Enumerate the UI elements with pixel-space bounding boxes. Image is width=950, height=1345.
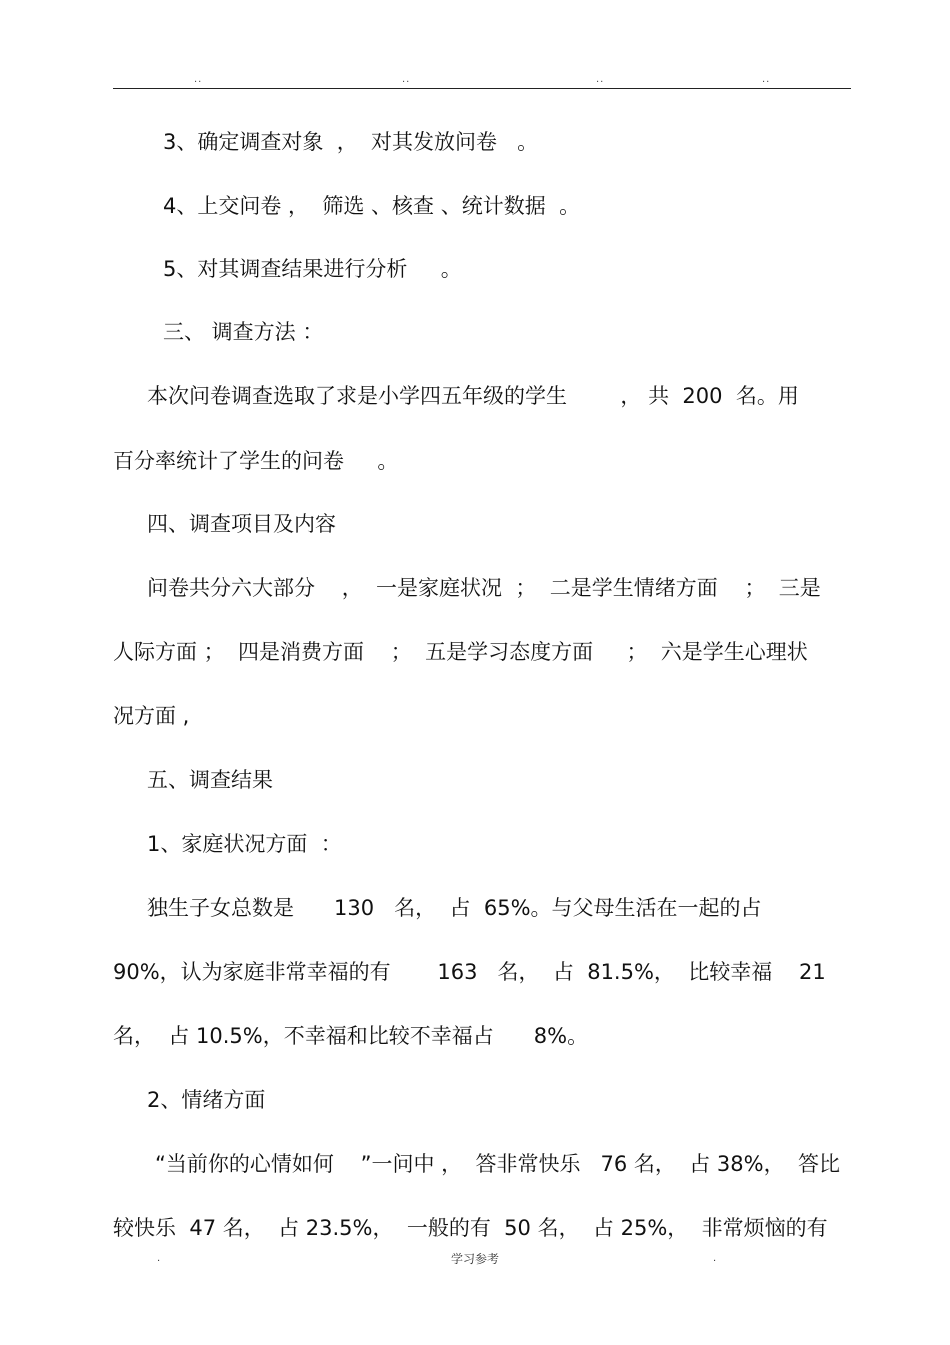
step-5: 5、对其调查结果进行分析 。 (163, 257, 462, 281)
section-heading-4: 四、调查项目及内容 (147, 512, 336, 536)
page-footer: 学习参考 (450, 1252, 499, 1266)
header-mark: .. (194, 74, 203, 85)
paragraph-line: 况方面 , (113, 704, 190, 728)
paragraph-line: 人际方面 ； 四是消费方面 ； 五是学习态度方面 ； 六是学生心理状 (113, 640, 808, 664)
paragraph-line: 独生子女总数是 130 名， 占 65%。与父母生活在一起的占 (147, 896, 762, 920)
footer-mark-left: . (157, 1253, 161, 1264)
paragraph-line: 本次问卷调查选取了求是小学四五年级的学生 ， 共 200 名。用 (147, 384, 799, 408)
header-mark: .. (762, 74, 771, 85)
section-heading-3: 三、 调查方法 ： (163, 320, 324, 344)
paragraph-line: 问卷共分六大部分 ， 一是家庭状况 ； 二是学生情绪方面 ； 三是 (147, 576, 821, 600)
step-4: 4、上交问卷 ， 筛选 、核查 、统计数据 。 (163, 194, 581, 218)
step-3: 3、确定调查对象 ， 对其发放问卷 。 (163, 130, 539, 154)
footer-mark-right: . (713, 1253, 717, 1264)
paragraph-line: 90%，认为家庭非常幸福的有 163 名， 占 81.5%， 比较幸福 21 (113, 960, 826, 984)
paragraph-line: 名， 占 10.5%，不幸福和比较不幸福占 8%。 (113, 1024, 589, 1048)
paragraph-line: “当前你的心情如何 ”一问中 ， 答非常快乐 76 名， 占 38%， 答比 (155, 1152, 840, 1176)
header-mark: .. (596, 74, 605, 85)
paragraph-line: 百分率统计了学生的问卷 。 (113, 449, 399, 473)
header-rule (113, 88, 851, 89)
subsection-heading-2: 2、情绪方面 (147, 1088, 266, 1112)
section-heading-5: 五、调查结果 (147, 768, 273, 792)
header-mark: .. (402, 74, 411, 85)
paragraph-line: 较快乐 47 名， 占 23.5%， 一般的有 50 名， 占 25%， 非常烦恼的有 (113, 1216, 828, 1240)
subsection-heading-1: 1、家庭状况方面 ： (147, 832, 342, 856)
